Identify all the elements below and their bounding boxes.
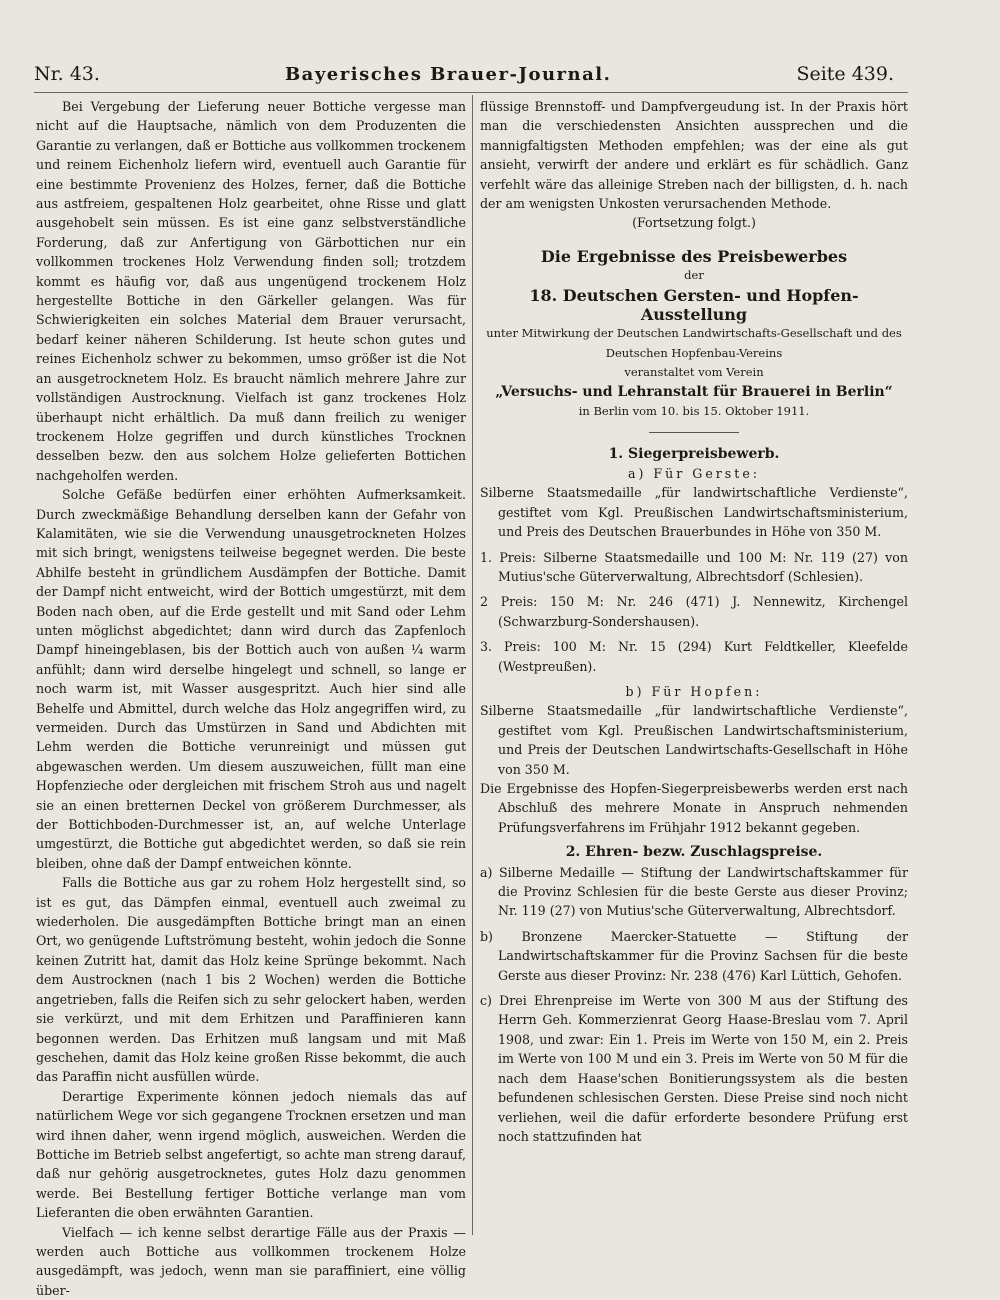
left-column bbox=[36, 97, 466, 1300]
paragraph: Die Ergebnisse des Hopfen-Siegerpreisbewerbs werden erst nach Abschluß des mehrere Monate in Anspruch nehmenden Prüfungsverfahrens im Frühjahr 1912 bekannt gegeben. bbox=[480, 781, 908, 835]
article-subtitle: Deutschen Hopfenbau-Vereins bbox=[605, 345, 783, 360]
paragraph-continuation: flüssige Brennstoff- und Dampfvergeudung ist. In der Praxis hört man die verschiedensten Ansichten aussprechen und die mannigfaltigsten Methoden empfehlen; was der eine als gut ansieht, verwirft der andere und erklärt es für schädlich. Ganz verfehlt wäre das alleinige Streben nach der billigsten, d. h. nach der am wenigsten Unkosten verursachenden Methode. bbox=[480, 99, 908, 212]
header-rule bbox=[34, 92, 908, 93]
page-header bbox=[34, 58, 894, 90]
continuation-note: (Fortsetzung folgt.) bbox=[632, 215, 756, 231]
paragraph: Silberne Staatsmedaille „für landwirtschaftliche Verdienste“, gestiftet vom Kgl. Preußischen Landwirtschaftsministerium, und Preis des Deutschen Brauerbundes in Höhe von 350 M. bbox=[480, 485, 908, 540]
paragraph: a) Silberne Medaille — Stiftung der Landwirtschaftskammer für die Provinz Schlesien für die beste Gerste aus dieser Provinz; Nr. 119 (27) von Mutius'sche Güterverwaltung, Albrechtsdorf. bbox=[480, 864, 908, 919]
paragraph: Solche Gefäße bedürfen einer erhöhten Aufmerksamkeit. Durch zweckmäßige Behandlung derselben kann der Gefahr von Kalamitäten, wie sie die Verwendung unausgetrockneten Holzes mit sich bringt, wenigstens teilweise begegnet werden. Die beste Abhilfe besteht in gründlichem Ausdämpfen der Bottiche. Damit der Dampf nicht entweicht, wird der Bottich umgestürzt, mit dem Boden nach oben, auf die Erde gestellt und mit Sand oder Lehm unten möglichst abgedichtet; dann wird durch das Zapfenloch Dampf hineingeblasen, bis der Bottich auch von außen ¹⁄₄ warm anfühlt; dann wird derselbe hingelegt und schnell, so lange er noch warm ist, mit Wasser ausgespritzt. Auch hier sind alle Behelfe und Abmittel, durch welche das Holz angegriffen wird, zu vermeiden. Durch das Umstürzen in Sand und Abdichten mit Lehm werden die Bottiche verunreinigt und müssen gut abgewaschen werden. Um diesem auszuweichen, füllt man eine Hopfenzieche oder dergleichen mit frischem Stroh aus und nagelt sie an einen bretternen Deckel von größerem Durchmesser, als der Bottichboden-Durchmesser ist, an, auf welche Unterlage umgestürzt, die Bottiche gut abgedichtet werden, so daß sie rein bleiben, ohne daß der Dampf entweichen könnte. bbox=[36, 487, 466, 871]
paragraph: Derartige Experimente können jedoch niemals das auf natürlichem Wege vor sich gegangene Trocknen ersetzen und man wird ihnen daher, wenn irgend möglich, ausweichen. Werden die Bottiche im Betrieb selbst angefertigt, so achte man streng darauf, daß nur gehörig ausgetrocknetes, gutes Holz dazu genommen werde. Bei Bestellung fertiger Bottiche verlange man vom Lieferanten die oben erwähnten Garantien. bbox=[36, 1088, 466, 1221]
article-title-event: 18. Deutschen Gersten- und Hopfen-Ausstellung bbox=[529, 285, 859, 325]
section-heading: 1. Siegerpreisbewerb. bbox=[608, 445, 780, 462]
paragraph: c) Drei Ehrenpreise im Werte von 300 M aus der Stiftung des Herrn Geh. Kommerzienrat Georg Haase-Breslau vom 7. April 1908, und zwar: Ein 1. Preis im Werte von 150 M, ein 2. Preis im Werte von 100 M und ein 3. Preis im Werte von 50 M für die nach dem Haase'schen Bonitierungssystem als die besten befundenen schlesischen Gersten. Diese Preise sind noch nicht verliehen, weil die dafür erforderte besondere Prüfung erst noch stattzufinden hat bbox=[480, 993, 908, 1144]
paragraph: Falls die Bottiche aus gar zu rohem Holz hergestellt sind, so ist es gut, das Dämpfen einmal, eventuell auch zweimal zu wiederholen. Die ausgedämpften Bottiche bringt man an einen Ort, wo genügende Luftströmung besteht, wohin jedoch die Sonne keinen Zutritt hat, damit das Holz keine Sprünge bekommt. Nach dem Austrocknen (nach 1 bis 2 Wochen) werden die Bottiche angetrieben, falls die Reifen sich zu sehr gelockert haben, werden sie verkürzt, und mit dem Erhitzen und Paraffinieren kann begonnen werden. Das Erhitzen muß langsam und mit Maß geschehen, damit das Holz keine großen Risse bekommt, die auch das Paraffin nicht ausfüllen würde. bbox=[36, 875, 466, 1085]
paragraph: Silberne Staatsmedaille „für landwirtschaftliche Verdienste“, gestiftet vom Kgl. Preußischen Landwirtschaftsministerium, und Preis der Deutschen Landwirtschafts-Gesellschaft in Höhe von 350 M. bbox=[480, 703, 908, 777]
prize-entry: 2 Preis: 150 M: Nr. 246 (471) J. Nennewitz, Kirchengel (Schwarzburg-Sondershausen). bbox=[480, 594, 908, 629]
divider bbox=[649, 432, 739, 433]
article-subtitle: veranstaltet vom Verein bbox=[624, 365, 764, 380]
paragraph: b) Bronzene Maercker-Statuette — Stiftung der Landwirtschaftskammer für die Provinz Sachsen für die beste Gerste aus dieser Provinz: Nr. 238 (476) Karl Lüttich, Gehofen. bbox=[480, 928, 908, 983]
right-column bbox=[480, 97, 908, 1146]
article-subtitle: unter Mitwirkung der Deutschen Landwirtschafts-Gesellschaft und des bbox=[486, 326, 902, 341]
section-heading: 2. Ehren- bezw. Zuschlagspreise. bbox=[565, 844, 823, 861]
article-title: Die Ergebnisse des Preisbewerbes bbox=[540, 246, 848, 266]
prize-entry: 3. Preis: 100 M: Nr. 15 (294) Kurt Feldtkeller, Kleefelde (Westpreußen). bbox=[480, 639, 908, 674]
page-number: Seite 439. bbox=[796, 63, 894, 85]
article-date: in Berlin vom 10. bis 15. Oktober 1911. bbox=[578, 404, 810, 419]
subsection-heading: a) Für Gerste: bbox=[627, 465, 761, 481]
article-title-der: der bbox=[684, 268, 704, 283]
paragraph: Bei Vergebung der Lieferung neuer Bottiche vergesse man nicht auf die Hauptsache, nämlich von dem Produzenten die Garantie zu verlangen, daß er Bottiche aus vollkommen trockenem und reinem Eichenholz liefern wird, eventuell auch Garantie für eine bestimmte Provenienz des Holzes, ferner, daß die Bottiche aus astfreiem, gespaltenen Holz gearbeitet, ohne Risse und glatt ausgehobelt sein müssen. Es ist eine ganz selbstverständliche Forderung, daß zur Anfertigung von Gärbottichen nur ein vollkommen trockenes Holz Verwendung finden soll; trotzdem kommt es häufig vor, daß aus ungenügend trockenem Holz hergestellte Bottiche in den Gärkeller gelangen. Was für Schwierigkeiten ein solches Material dem Brauer verursacht, bedarf keiner näheren Schilderung. Ist heute schon gutes und reines Eichenholz schwer zu bekommen, umso größer ist die Not an ausgetrocknetem Holz. Es braucht nämlich mehrere Jahre zur vollständigen Austrocknung. Vielfach ist ganz trockenes Holz überhaupt nicht erhältlich. Da muß dann freilich zu weniger trockenem Holze gegriffen und durch künstliches Trocknen desselben bezw. den aus solchem Holze gelieferten Bottichen nachgeholfen werden. bbox=[36, 99, 466, 483]
subsection-heading: b) Für Hopfen: bbox=[625, 683, 763, 699]
issue-number: Nr. 43. bbox=[34, 63, 100, 85]
prize-entry: 1. Preis: Silberne Staatsmedaille und 100 M: Nr. 119 (27) von Mutius'sche Güterverwaltung, Albrechtsdorf (Schlesien). bbox=[480, 549, 908, 584]
article-organizer: „Versuchs- und Lehranstalt für Brauerei in Berlin“ bbox=[495, 383, 893, 400]
paragraph: Vielfach — ich kenne selbst derartige Fälle aus der Praxis — werden auch Bottiche aus vollkommen trockenem Holze ausgedämpft, was jedoch, wenn man sie paraffiniert, eine völlig über- bbox=[36, 1224, 466, 1298]
column-divider bbox=[472, 95, 473, 1235]
journal-title: Bayerisches Brauer-Journal. bbox=[284, 63, 612, 85]
